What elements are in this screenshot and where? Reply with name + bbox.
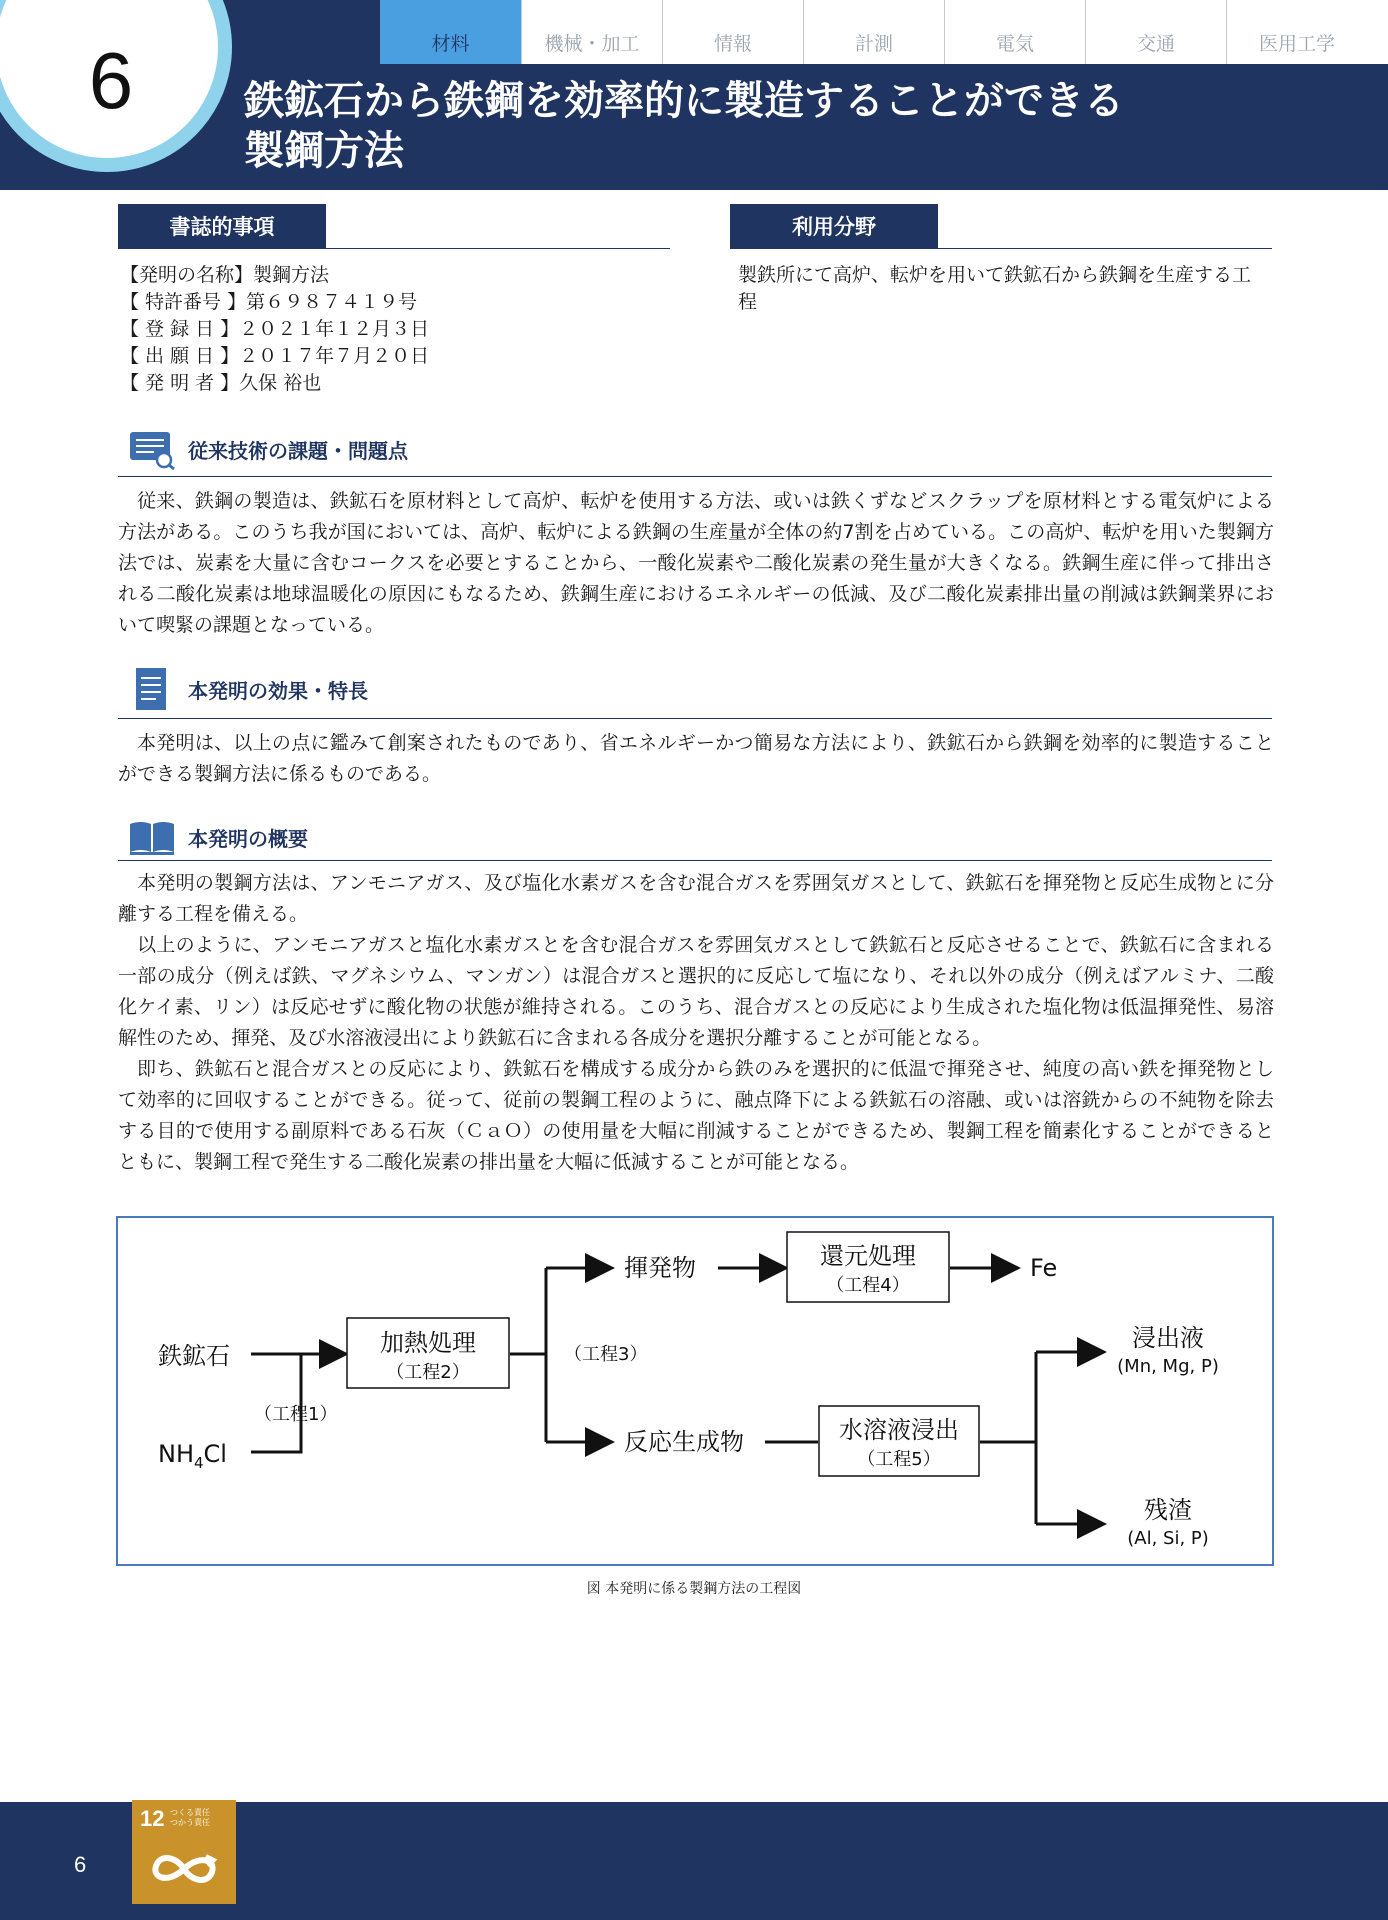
biblio-inventor: 【 発 明 者 】久保 裕也 xyxy=(120,372,322,394)
residue-label: 残渣 xyxy=(1144,1496,1192,1524)
tab-information[interactable]: 情報 xyxy=(662,0,803,64)
biblio-patent-number: 【 特許番号 】第６９８７４１９号 xyxy=(120,291,418,313)
page-title xyxy=(244,76,1244,176)
nh4cl-tail: Cl xyxy=(203,1440,227,1468)
reduce-step: （工程4） xyxy=(826,1275,910,1296)
infinity-icon xyxy=(146,1848,222,1890)
document-icon xyxy=(128,668,176,710)
sdg-label-line-2: つかう責任 xyxy=(170,1818,210,1827)
residue-elements: (Al, Si, P) xyxy=(1127,1528,1209,1549)
search-document-icon xyxy=(128,428,176,470)
problem-paragraph: 従来、鉄鋼の製造は、鉄鉱石を原材料として高炉、転炉を使用する方法、或いは鉄くずなどスクラップを原材料とする電気炉による方法がある。このうち我が国においては、高炉、転炉による鉄鋼の生産量が全体の約7割を占めている。この高炉、転炉を用いた製鋼方法では、炭素を大量に含むコークスを必要とすることから、一酸化炭素や二酸化炭素の発生量が大きくなる。鉄鋼生産に伴って排出される二酸化炭素は地球温暖化の原因にもなるため、鉄鋼生産におけるエネルギーの低減、及び二酸化炭素排出量の削減は鉄鋼業界において喫緊の課題となっている。 xyxy=(118,490,1274,636)
overview-text xyxy=(118,868,1274,1178)
heat-step: （工程2） xyxy=(386,1362,470,1383)
ore-label: 鉄鉱石 xyxy=(158,1342,230,1370)
step3-label: （工程3） xyxy=(564,1344,648,1365)
step1-label: （工程1） xyxy=(254,1404,338,1425)
open-book-icon xyxy=(128,816,176,858)
overview-title: 本発明の概要 xyxy=(188,826,308,851)
sdg-label xyxy=(170,1808,232,1828)
nh4cl-main: NH xyxy=(158,1440,194,1468)
biblio-divider xyxy=(118,248,670,249)
leach-title: 水溶液浸出 xyxy=(839,1416,959,1444)
problem-text xyxy=(118,486,1274,641)
effect-paragraph: 本発明は、以上の点に鑑みて創案されたものであり、省エネルギーかつ簡易な方法により、鉄鉱石から鉄鋼を効率的に製造することができる製鋼方法に係るものである。 xyxy=(118,732,1274,785)
leachate-elements: (Mn, Mg, P) xyxy=(1117,1356,1219,1377)
effect-heading xyxy=(128,668,368,710)
overview-paragraph-2: 以上のように、アンモニアガスと塩化水素ガスとを含む混合ガスを雰囲気ガスとして鉄鉱石と反応させることで、鉄鉱石に含まれる一部の成分（例えば鉄、マグネシウム、マンガン）は混合ガスと選択的に反応して塩になり、それ以外の成分（例えばアルミナ、二酸化ケイ素、リン）は反応せずに酸化物の状態が維持される。このうち、混合ガスとの反応により生成された塩化物は低温揮発性、易溶解性のため、揮発、及び水溶液浸出により鉄鉱石に含まれる各成分を選択分離することが可能となる。 xyxy=(118,934,1274,1049)
overview-paragraph-1: 本発明の製鋼方法は、アンモニアガス、及び塩化水素ガスを含む混合ガスを雰囲気ガスとして、鉄鉱石を揮発物と反応生成物とに分離する工程を備える。 xyxy=(118,872,1274,925)
sdg-number: 12 xyxy=(140,1806,165,1831)
biblio-label: 書誌的事項 xyxy=(118,204,326,248)
tab-measurement[interactable]: 計測 xyxy=(803,0,944,64)
biblio-registration-date: 【 登 録 日 】２０２１年１２月３日 xyxy=(120,318,430,340)
effect-title: 本発明の効果・特長 xyxy=(188,678,368,703)
nh4cl-sub: 4 xyxy=(194,1454,204,1472)
heat-title: 加熱処理 xyxy=(380,1329,476,1357)
effect-divider xyxy=(118,718,1272,719)
line-nh4cl-merge xyxy=(251,1354,301,1452)
nh4cl-label xyxy=(158,1440,227,1472)
diagram-caption: 図 本発明に係る製鋼方法の工程図 xyxy=(586,1581,802,1597)
leach-step: （工程5） xyxy=(857,1449,941,1470)
page-title-line-1: 鉄鉱石から鉄鋼を効率的に製造することができる xyxy=(244,78,1124,124)
fe-label: Fe xyxy=(1030,1254,1058,1282)
tab-electrical[interactable]: 電気 xyxy=(944,0,1085,64)
biblio-application-date: 【 出 願 日 】２０１７年７月２０日 xyxy=(120,345,430,367)
tab-medical-engineering[interactable]: 医用工学 xyxy=(1226,0,1367,64)
problem-divider xyxy=(118,476,1272,477)
biblio-invention-name: 【発明の名称】製鋼方法 xyxy=(120,264,330,286)
volatile-label: 揮発物 xyxy=(624,1254,696,1282)
tab-materials[interactable]: 材料 xyxy=(380,0,521,64)
leachate-label: 浸出液 xyxy=(1132,1324,1204,1352)
sdg-12-badge xyxy=(132,1800,236,1904)
overview-paragraph-3: 即ち、鉄鉱石と混合ガスとの反応により、鉄鉱石を構成する成分から鉄のみを選択的に低温で揮発させ、純度の高い鉄を揮発物として効率的に回収することができる。従って、従前の製鋼工程のように、融点降下による鉄鉱石の溶融、或いは溶銑からの不純物を除去する目的で使用する副原料である石灰（ＣａＯ）の使用量を大幅に削減することができるため、製鋼工程を簡素化することができるとともに、製鋼工程で発生する二酸化炭素の排出量を大幅に低減することが可能となる。 xyxy=(118,1058,1274,1173)
page-number: 6 xyxy=(74,1852,87,1877)
field-label: 利用分野 xyxy=(730,204,938,248)
overview-divider xyxy=(118,860,1272,861)
biblio-details xyxy=(120,262,429,397)
overview-heading xyxy=(128,816,308,858)
reduce-title: 還元処理 xyxy=(820,1242,916,1270)
sdg-label-line-1: つくる責任 xyxy=(170,1808,210,1817)
problem-title: 従来技術の課題・問題点 xyxy=(188,438,408,463)
process-flow-svg xyxy=(118,1218,1272,1564)
item-number: 6 xyxy=(88,36,134,125)
product-label: 反応生成物 xyxy=(624,1428,744,1456)
effect-text xyxy=(118,728,1274,790)
category-tabs xyxy=(380,0,1388,64)
tab-transportation[interactable]: 交通 xyxy=(1085,0,1226,64)
field-text: 製鉄所にて高炉、転炉を用いて鉄鉱石から鉄鋼を生産する工程 xyxy=(738,264,1252,313)
problem-heading xyxy=(128,428,408,470)
process-diagram xyxy=(116,1216,1274,1566)
tab-machining[interactable]: 機械・加工 xyxy=(521,0,662,64)
page-title-line-2: 製鋼方法 xyxy=(244,128,404,174)
field-divider xyxy=(730,248,1272,249)
